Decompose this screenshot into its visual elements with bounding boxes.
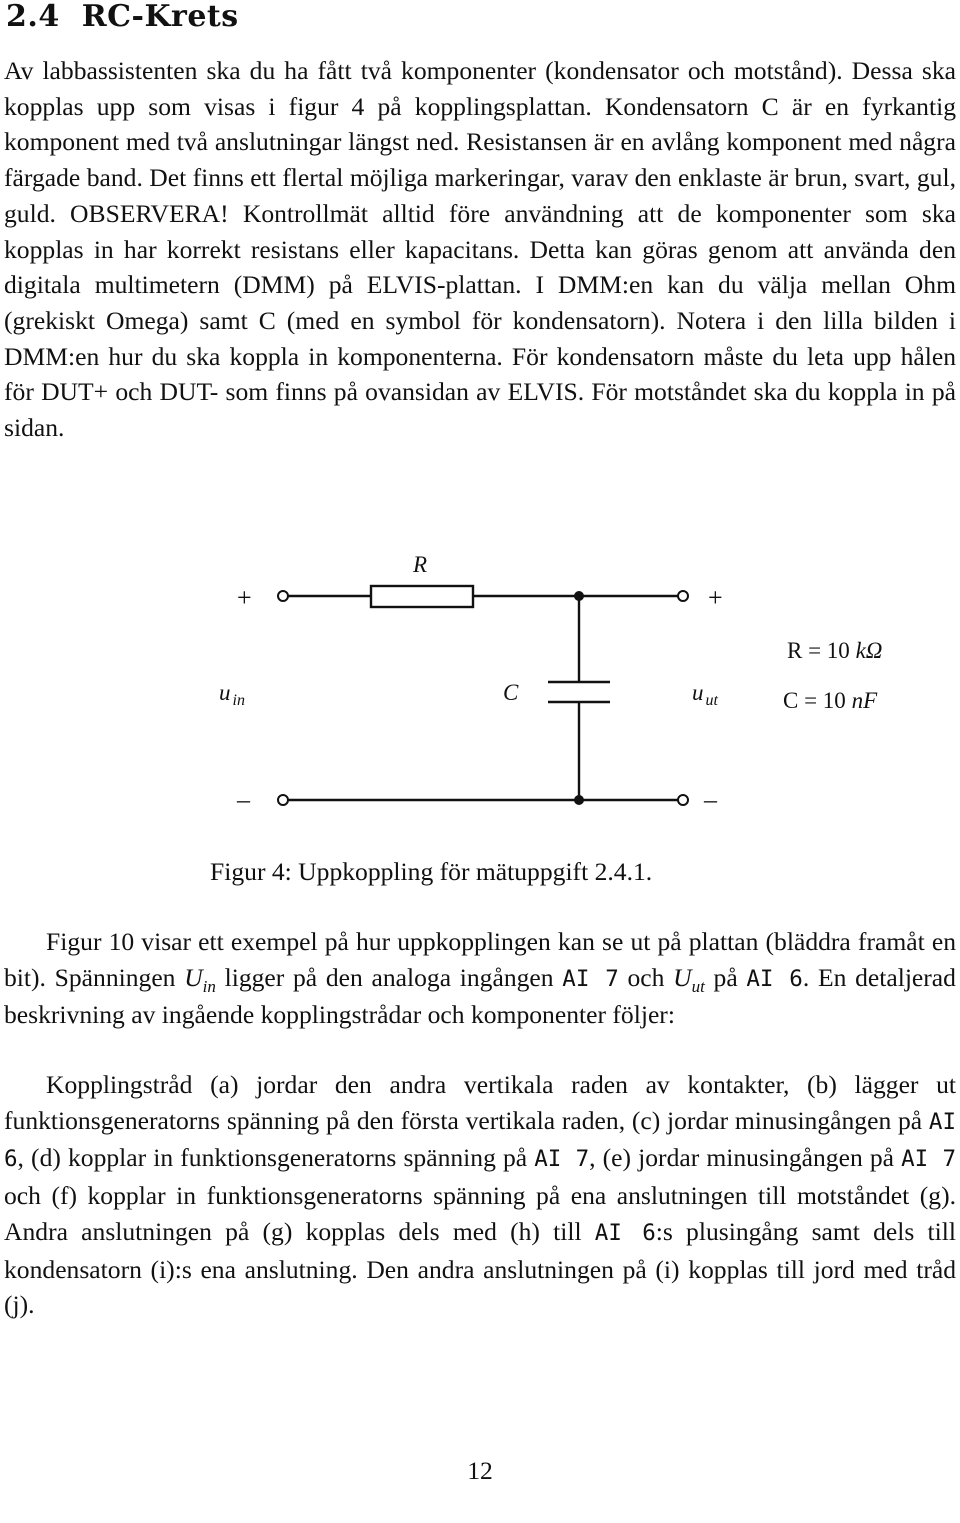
input-voltage-symbol: U (184, 962, 203, 992)
input-minus-sign: – (237, 785, 250, 814)
wiring-paragraph: Kopplingstråd (a) jordar den andra vertikala raden av kontakter, (b) lägger ut funktionsgeneratorns spänning på den första vertikala raden, (c) jordar minusingången på AI 6, (d) kopplar in funktionsgeneratorns spänning på AI 7, (e) jordar minusingången på AI 7 och (f) kopplar in funktionsgeneratorns spänning på ena anslutningen till motståndet (g). Andra anslutningen på (g) kopplas dels med (h) till AI 6:s plusingång samt dels till kondensatorn (i):s ena anslutning. Den andra anslutningen på (i) kopplas till jord med tråd (j). (4, 1070, 957, 1320)
capacitance-value: C = 10 nF (783, 688, 878, 713)
figure-caption: Figur 4: Uppkoppling för mätuppgift 2.4.1. (210, 857, 653, 886)
code-ai7: AI 7 (901, 1146, 957, 1173)
intro-paragraph: Av labbassistenten ska du ha fått två komponenter (kondensator och motstånd). Dessa ska kopplas upp som visas i figur 4 på kopplingsplattan. Kondensatorn C är en fyrkantig komponent med två anslutningar längst ned. Resistansen är en avlång komponent med några färgade band. Det finns ett flertal möjliga markeringar, varav den enklaste är brun, svart, gul, guld. OBSERVERA! Kontrollmät alltid före användning att de komponenter som ska kopplas in har korrekt resistans eller kapacitans. Detta kan göras genom att använda den digitala multimetern (DMM) på ELVIS-plattan. I DMM:en kan du välja mellan Ohm (grekiskt Omega) samt C (med en symbol för kondensatorn). Notera i den lilla bilden i DMM:en hur du ska koppla in komponenterna. För kondensatorn måste du leta upp hålen för DUT+ och DUT- som finns på ovansidan av ELVIS. För motståndet ska du koppla in på sidan. (4, 56, 956, 443)
code-ai6: AI 6 (746, 965, 803, 992)
input-terminal-bottom (278, 795, 288, 805)
rc-circuit-diagram (0, 540, 960, 840)
resistance-value: R = 10 kΩ (787, 638, 883, 663)
output-plus-sign: + (708, 583, 723, 612)
capacitor-label: C (503, 680, 519, 705)
input-voltage-label: u $_{in}$ (219, 680, 245, 709)
code-ai6: AI 6 (594, 1219, 656, 1246)
output-terminal-bottom (678, 795, 688, 805)
section-title: RC-Krets (81, 0, 239, 34)
output-minus-sign: – (704, 785, 717, 814)
junction-dot-top (574, 591, 584, 601)
resistor-symbol (371, 586, 473, 607)
section-heading (6, 0, 239, 34)
page-number: 12 (467, 1456, 493, 1485)
code-ai6: AI 6 (4, 1108, 956, 1173)
code-ai7: AI 7 (534, 1146, 590, 1173)
output-voltage-symbol: U (673, 962, 692, 992)
code-ai7: AI 7 (562, 965, 619, 992)
rc-circuit-figure (0, 540, 960, 840)
input-terminal-top (278, 591, 288, 601)
output-terminal-top (678, 591, 688, 601)
resistor-label: R (413, 552, 428, 577)
description-paragraph: Figur 10 visar ett exempel på hur uppkopplingen kan se ut på plattan (bläddra framåt en bit). Spänningen $U_{in}$ ligger på den analoga ingången AI 7 och $U_{ut}$ på AI 6. En detaljerad beskrivning av ingående kopplingstrådar och komponenter följer: (4, 927, 956, 1030)
junction-dot-bottom (574, 795, 584, 805)
input-plus-sign: + (237, 583, 252, 612)
output-voltage-label: u $_{ut}$ (692, 680, 718, 709)
section-number: 2.4 (6, 0, 60, 34)
